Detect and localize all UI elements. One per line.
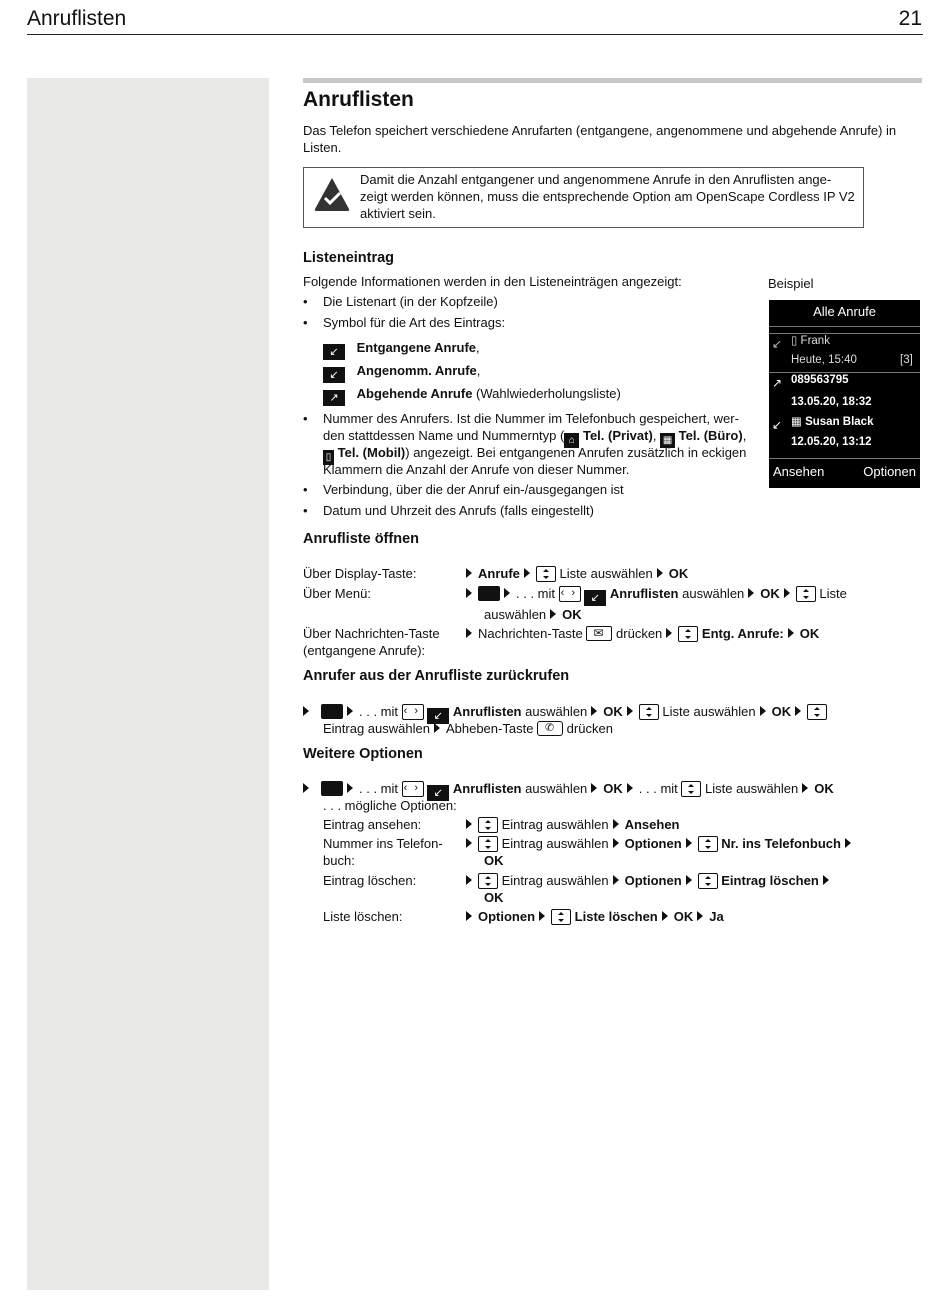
options-steps: . . . mit ‹ › ↙ Anruflisten auswählen OK . . . mit Liste auswählen OK (303, 780, 834, 801)
open-menu-steps: . . . mit ‹ › ↙ Anruflisten auswählen OK Liste (462, 585, 847, 606)
section-top-bar (303, 78, 922, 83)
softkey-optionen[interactable]: Optionen (863, 464, 916, 479)
running-header-title: Anruflisten (27, 7, 127, 30)
mobile-icon: ▯ (323, 450, 334, 465)
type-accepted: ↙ Angenomm. Anrufe, (323, 362, 480, 383)
missed-call-icon: ↙ (323, 344, 345, 360)
open-menu-label: Über Menü: (303, 586, 371, 601)
menu-key-icon (478, 586, 500, 601)
menu-key-icon (321, 781, 343, 796)
opt-delete-entry-label: Eintrag löschen: (323, 873, 417, 888)
outgoing-call-icon: ↗ (772, 376, 783, 390)
entry-3-time: 12.05.20, 13:12 (791, 436, 872, 448)
display-title: Alle Anrufe (813, 304, 876, 319)
section-heading: Anruflisten (303, 88, 414, 111)
nav-four-way-icon (402, 704, 424, 720)
checkmark-warning-icon (313, 176, 351, 212)
callback-heading: Anrufer aus der Anrufliste zurückrufen (303, 668, 570, 684)
nav-up-down-icon (536, 566, 556, 582)
office-icon: ▦ (660, 433, 675, 448)
phone-display (769, 300, 920, 488)
bullet-connection: • Verbindung, über die der Anruf ein-/ausgegangen ist (323, 481, 624, 498)
entry-2-time: 13.05.20, 18:32 (791, 396, 872, 408)
office-icon: ▦ (791, 416, 802, 428)
missed-call-icon: ↙ (772, 337, 783, 351)
outgoing-call-icon: ↗ (323, 390, 345, 406)
list-entry-lead: Folgende Informationen werden in den Listeneinträgen angezeigt: (303, 274, 682, 289)
opt-phonebook-label: Nummer ins Telefon- buch: (323, 836, 443, 868)
nav-up-down-icon (639, 704, 659, 720)
opt-delete-list-steps: Optionen Liste löschen OK Ja (462, 908, 724, 925)
entry-3-name: ▦ Susan Black (791, 416, 874, 428)
open-msg-label: Über Nachrichten-Taste (entgangene Anrufe): (303, 626, 440, 658)
callback-steps-2: Eintrag auswählen Abheben-Taste ✆ drücken (323, 720, 613, 737)
opt-delete-entry-steps: Eintrag auswählen Optionen Eintrag löschen (462, 872, 835, 889)
open-display-steps: Anrufe Liste auswählen OK (462, 565, 688, 582)
handset-icon (537, 721, 563, 736)
opt-delete-entry-ok: OK (484, 890, 504, 905)
open-list-heading: Anrufliste öffnen (303, 531, 419, 547)
nav-up-down-icon (478, 817, 498, 833)
envelope-icon (586, 626, 612, 641)
open-menu-steps-2: auswählen OK (484, 607, 582, 622)
page-number: 21 (898, 7, 922, 30)
accepted-call-icon: ↙ (772, 418, 783, 432)
left-margin-panel (27, 78, 269, 1290)
header-rule (27, 34, 923, 35)
nav-four-way-icon (559, 586, 581, 602)
accepted-call-icon: ↙ (323, 367, 345, 383)
nav-up-down-icon (698, 873, 718, 889)
nav-up-down-icon (478, 873, 498, 889)
opt-view-steps: Eintrag auswählen Ansehen (462, 816, 680, 833)
opt-delete-list-label: Liste löschen: (323, 909, 403, 924)
options-heading: Weitere Optionen (303, 746, 423, 762)
type-missed: ↙ Entgangene Anrufe, (323, 339, 480, 360)
note-text: Damit die Anzahl entgangener und angenommene Anrufe in den Anruflisten ange- zeigt werden können, muss die entsprechende Option am OpenScape Cordless IP V2 aktiviert sein. (360, 172, 855, 221)
nav-up-down-icon (478, 836, 498, 852)
nav-up-down-icon (698, 836, 718, 852)
softkey-ansehen[interactable]: Ansehen (773, 464, 825, 479)
bullet-number: • Nummer des Anrufers. Ist die Nummer im Telefonbuch gespeichert, wer- (323, 410, 739, 427)
bullet-datetime: • Datum und Uhrzeit des Anrufs (falls eingestellt) (323, 502, 594, 519)
bullet-number-line2: den stattdessen Name und Nummerntyp ( ⌂ Tel. (Privat), ▦ Tel. (Büro), (323, 428, 747, 446)
note-box (303, 167, 864, 228)
open-display-label: Über Display-Taste: (303, 566, 417, 581)
bullet-number-line3: ▯ Tel. (Mobil)) angezeigt. Bei entgangenen Anrufen zusätzlich in eckigen (323, 444, 746, 465)
opt-phonebook-ok: OK (484, 853, 504, 868)
nav-up-down-icon (796, 586, 816, 602)
type-outgoing: ↗ Abgehende Anrufe (Wahlwiederholungsliste) (323, 385, 621, 406)
home-icon: ⌂ (564, 433, 579, 448)
bullet-number-line4: Klammern die Anzahl der Anrufe von dieser Nummer. (323, 462, 630, 477)
nav-up-down-icon (807, 704, 827, 720)
entry-1-name: ▯ Frank (791, 335, 830, 347)
open-msg-steps: Nachrichten-Taste ✉ drücken Entg. Anrufe: OK (462, 625, 819, 642)
entry-1-count: [3] (900, 354, 913, 366)
options-possible: . . . mögliche Optionen: (323, 798, 457, 813)
nav-four-way-icon (402, 781, 424, 797)
list-entry-heading: Listeneintrag (303, 250, 395, 266)
mobile-icon: ▯ (791, 335, 798, 347)
bullet-list-type: • Die Listenart (in der Kopfzeile) (323, 293, 498, 310)
entry-2-name: 089563795 (791, 374, 849, 386)
menu-key-icon (321, 704, 343, 719)
example-label: Beispiel (768, 276, 814, 291)
nav-up-down-icon (678, 626, 698, 642)
entry-1-time: Heute, 15:40 (791, 354, 857, 366)
call-list-icon: ↙ (427, 708, 449, 724)
opt-view-label: Eintrag ansehen: (323, 817, 422, 832)
opt-phonebook-steps: Eintrag auswählen Optionen Nr. ins Telefonbuch (462, 835, 857, 852)
bullet-symbol: • Symbol für die Art des Eintrags: (323, 314, 505, 331)
nav-up-down-icon (551, 909, 571, 925)
nav-up-down-icon (681, 781, 701, 797)
intro-paragraph: Das Telefon speichert verschiedene Anrufarten (entgangene, angenommene und abgehende Anrufe) in Listen. (303, 123, 897, 155)
call-list-icon: ↙ (427, 785, 449, 801)
call-list-icon: ↙ (584, 590, 606, 606)
callback-steps: . . . mit ‹ › ↙ Anruflisten auswählen OK Liste auswählen OK (303, 703, 827, 724)
